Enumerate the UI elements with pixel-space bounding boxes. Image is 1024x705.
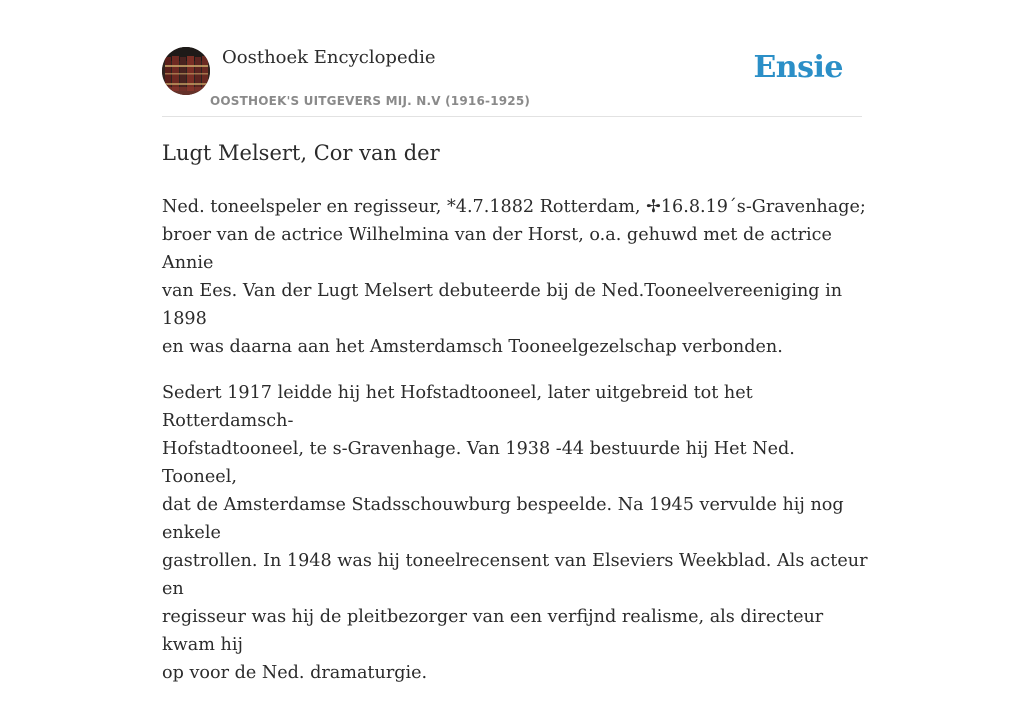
text-line: broer van de actrice Wilhelmina van der Horst, o.a. gehuwd met de actrice Annie — [162, 225, 832, 273]
text-line: regisseur was hij de pleitbezorger van een verfijnd realisme, als directeur kwam hij — [162, 607, 824, 655]
text-line: dat de Amsterdamse Stadsschouwburg bespeelde. Na 1945 vervulde hij nog enkele — [162, 495, 844, 543]
site-title[interactable]: Oosthoek Encyclopedie — [222, 47, 436, 68]
ensie-logo-link[interactable]: Ensie — [753, 50, 843, 85]
text-line: Ned. toneelspeler en regisseur, *4.7.1882 Rotterdam, ✢16.8.19´s-Gravenhage; — [162, 197, 866, 217]
text-line: op voor de Ned. dramaturgie. — [162, 663, 428, 683]
text-line: van Ees. Van der Lugt Melsert debuteerde bij de Ned.Tooneelvereeniging in 1898 — [162, 281, 843, 329]
article-paragraph — [162, 193, 872, 361]
encyclopedia-books-avatar — [162, 47, 210, 95]
text-line: Hofstadtooneel, te s-Gravenhage. Van 1938 -44 bestuurde hij Het Ned. Tooneel, — [162, 439, 795, 487]
article-title: Lugt Melsert, Cor van der — [162, 141, 440, 165]
text-line: gastrollen. In 1948 was hij toneelrecensent van Elseviers Weekblad. Als acteur en — [162, 551, 868, 599]
publisher-label: OOSTHOEK'S UITGEVERS MIJ. N.V (1916-1925) — [210, 94, 531, 108]
article-body — [162, 193, 872, 705]
page — [162, 0, 868, 683]
text-line: Sedert 1917 leidde hij het Hofstadtooneel, later uitgebreid tot het Rotterdamsch- — [162, 383, 753, 431]
header — [162, 46, 862, 117]
text-line: en was daarna aan het Amsterdamsch Tooneelgezelschap verbonden. — [162, 337, 783, 357]
article-paragraph — [162, 379, 872, 687]
